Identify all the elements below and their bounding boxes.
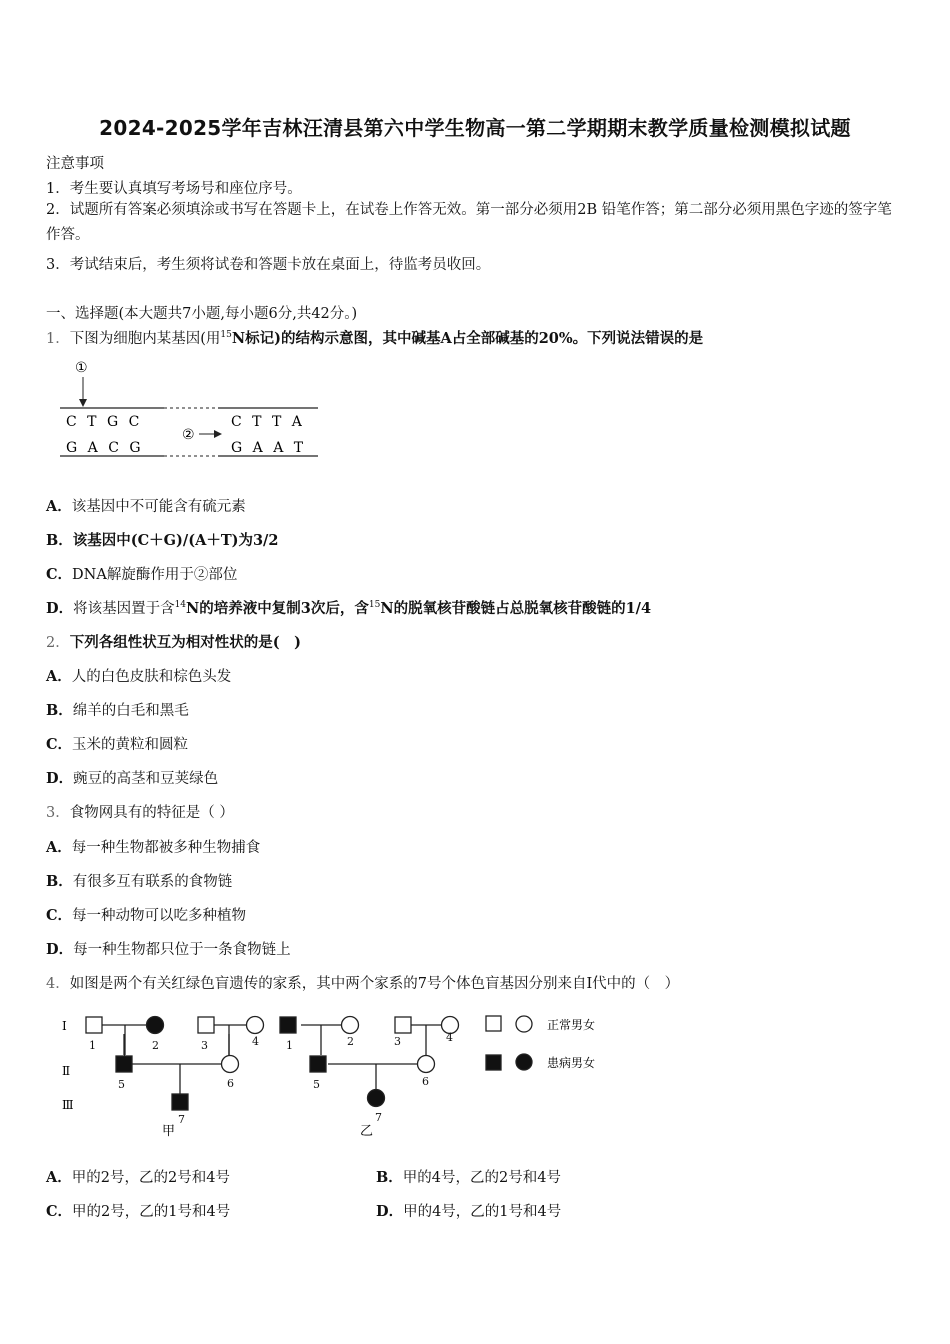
notice-item-3: 3．考试结束后，考生须将试卷和答题卡放在桌面上，待监考员收回。	[46, 257, 491, 273]
pedigree-a-3	[198, 1017, 214, 1033]
q1-option-b[interactable]: B．该基因中(C＋G)/(A＋T)为3/2	[46, 532, 279, 549]
section-heading: 一、选择题(本大题共7小题,每小题6分,共42分。)	[46, 306, 358, 322]
marker-2: ②	[182, 427, 195, 443]
notice-item-1: 1．考生要认真填写考场号和座位序号。	[46, 181, 302, 197]
q3-option-d[interactable]: D．每一种生物都只位于一条食物链上	[46, 941, 291, 958]
svg-text:1: 1	[286, 1039, 293, 1052]
pedigree-a-4	[247, 1017, 264, 1034]
pedigree-a-6	[222, 1056, 239, 1073]
legend-normal-label: 正常男女	[547, 1018, 596, 1032]
pedigree-b-7	[368, 1090, 385, 1107]
pedigree-b-3	[395, 1017, 411, 1033]
svg-text:4: 4	[446, 1031, 453, 1044]
legend-affected-label: 患病男女	[547, 1056, 596, 1070]
q2-option-d[interactable]: D．豌豆的高茎和豆荚绿色	[46, 770, 219, 787]
legend-normal-female	[516, 1016, 532, 1032]
bases-top-left: C T G C	[66, 414, 143, 430]
question-number: 1．	[46, 331, 70, 347]
question-4: 4．如图是两个有关红绿色盲遗传的家系，其中两个家系的7号个体色盲基因分别来自I代中的（ ）	[46, 976, 680, 992]
svg-text:7: 7	[178, 1113, 185, 1126]
svg-text:6: 6	[227, 1077, 234, 1090]
question-1: 1．下图为细胞内某基因(用$^{15}$N标记)的结构示意图，其中碱基A占全部碱基的20%。下列说法错误的是	[46, 330, 704, 347]
q2-option-c[interactable]: C．玉米的黄粒和圆粒	[46, 736, 189, 753]
svg-text:2: 2	[347, 1035, 354, 1048]
pedigree-a-7	[172, 1094, 188, 1110]
family-b-label: 乙	[360, 1124, 374, 1139]
notice-heading: 注意事项	[46, 156, 104, 172]
gen-label-1: Ⅰ	[62, 1019, 67, 1033]
question-2: 2．下列各组性状互为相对性状的是( )	[46, 634, 301, 651]
gen-label-2: Ⅱ	[62, 1064, 71, 1078]
bases-bottom-left: G A C G	[66, 440, 144, 456]
pedigree-diagram	[46, 1005, 646, 1145]
pedigree-b-5	[310, 1056, 326, 1072]
svg-text:5: 5	[313, 1078, 320, 1091]
svg-text:3: 3	[394, 1035, 401, 1048]
svg-text:7: 7	[375, 1111, 382, 1124]
q3-option-b[interactable]: B．有很多互有联系的食物链	[46, 873, 233, 890]
pedigree-b-6	[418, 1056, 435, 1073]
svg-text:1: 1	[89, 1039, 96, 1052]
q2-option-b[interactable]: B．绵羊的白毛和黑毛	[46, 702, 189, 719]
pedigree-b-1	[280, 1017, 296, 1033]
legend	[486, 1016, 532, 1070]
legend-normal-male	[486, 1016, 501, 1031]
legend-affected-female	[516, 1054, 532, 1070]
gene-structure-diagram	[56, 355, 326, 463]
q4-option-a[interactable]: A．甲的2号，乙的2号和4号	[46, 1169, 230, 1186]
q2-option-a[interactable]: A．人的白色皮肤和棕色头发	[46, 668, 232, 685]
pedigree-a-5	[116, 1056, 132, 1072]
svg-text:3: 3	[201, 1039, 208, 1052]
svg-text:2: 2	[152, 1039, 159, 1052]
family-b	[280, 1017, 459, 1107]
q3-option-c[interactable]: C．每一种动物可以吃多种植物	[46, 907, 247, 924]
notice-item-2: 2．试题所有答案必须填涂或书写在答题卡上，在试卷上作答无效。第一部分必须用2B 铅笔作答；第二部分必须用黑色字迹的签字笔作答。	[46, 202, 892, 243]
gen-label-3: Ⅲ	[62, 1098, 74, 1112]
question-3: 3．食物网具有的特征是（ ）	[46, 805, 234, 821]
svg-text:5: 5	[118, 1078, 125, 1091]
q1-option-d[interactable]: D．将该基因置于含$^{14}$N的培养液中复制3次后，含$^{15}$N的脱氧核苷酸链占总脱氧核苷酸链的1/4	[46, 600, 652, 617]
pedigree-b-2	[342, 1017, 359, 1034]
legend-affected-male	[486, 1055, 501, 1070]
family-a	[86, 1017, 264, 1111]
q3-option-a[interactable]: A．每一种生物都被多种生物捕食	[46, 839, 261, 856]
arrow-2-head	[214, 430, 222, 438]
arrow-1-head	[79, 399, 87, 407]
bases-bottom-right: G A A T	[231, 440, 307, 456]
marker-1: ①	[75, 360, 88, 376]
pedigree-a-2	[147, 1017, 164, 1034]
family-a-label: 甲	[162, 1124, 176, 1139]
svg-text:6: 6	[422, 1075, 429, 1088]
q4-option-b[interactable]: B．甲的4号，乙的2号和4号	[376, 1169, 561, 1186]
svg-text:4: 4	[252, 1035, 259, 1048]
bases-top-right: C T T A	[231, 414, 305, 430]
page-title: 2024-2025学年吉林汪清县第六中学生物高一第二学期期末教学质量检测模拟试题	[99, 116, 851, 140]
q4-option-d[interactable]: D．甲的4号，乙的1号和4号	[376, 1203, 562, 1220]
q1-option-a[interactable]: A．该基因中不可能含有硫元素	[46, 498, 246, 515]
pedigree-a-1	[86, 1017, 102, 1033]
q1-option-c[interactable]: C．DNA解旋酶作用于②部位	[46, 566, 238, 583]
q4-option-c[interactable]: C．甲的2号，乙的1号和4号	[46, 1203, 231, 1220]
